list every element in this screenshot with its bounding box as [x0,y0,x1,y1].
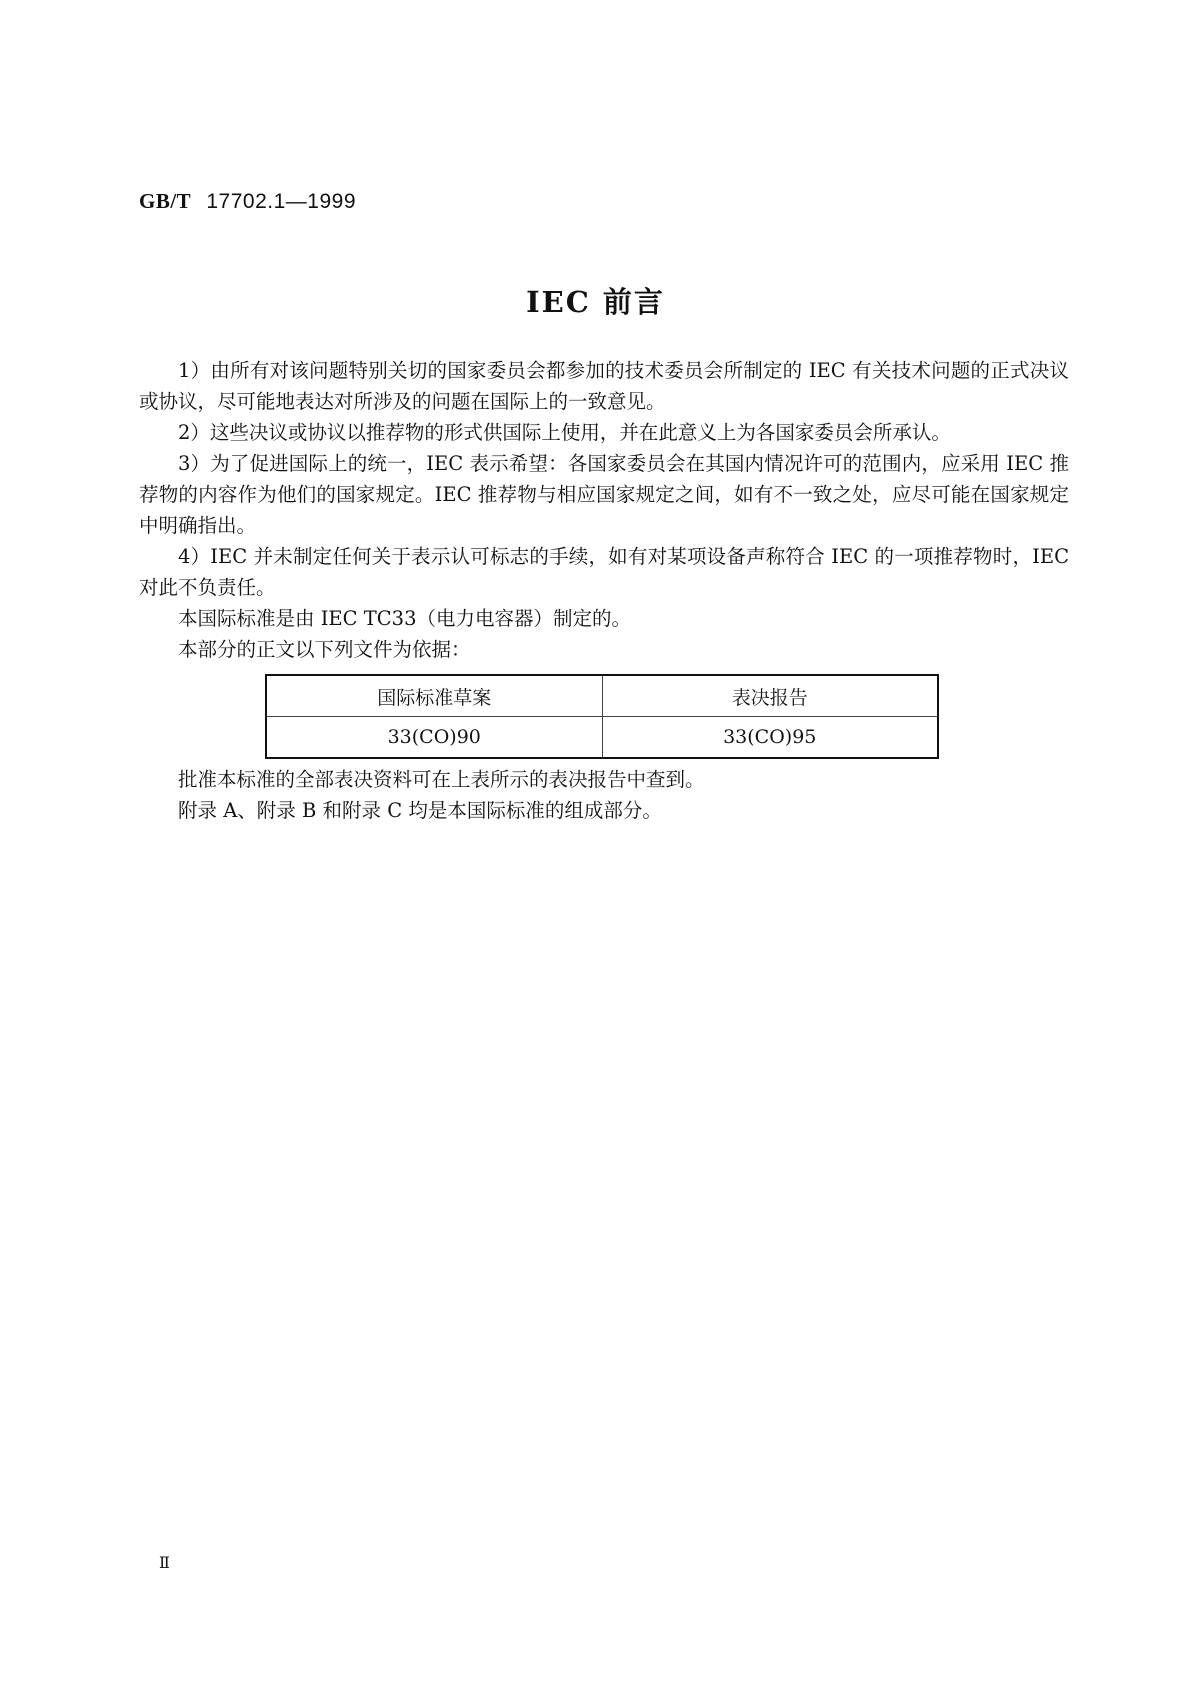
paragraph-4: 4）IEC 并未制定任何关于表示认可标志的手续，如有对某项设备声称符合 IEC 的一项推荐物时，IEC 对此不负责任。 [139,545,1069,599]
table-cell-fdis: 33(CO)90 [266,717,602,759]
table-row [266,717,938,759]
paragraph-2: 2）这些决议或协议以推荐物的形式供国际上使用，并在此意义上为各国家委员会所承认。 [178,421,951,444]
paragraph-5: 本国际标准是由 IEC TC33（电力电容器）制定的。 [178,607,631,630]
page-title: IEC 前言 [526,285,665,319]
after-table-body [139,764,1069,826]
foreword-body [139,355,1069,665]
standard-prefix: GB/T [139,189,192,213]
paragraph-3: 3）为了促进国际上的统一，IEC 表示希望：各国家委员会在其国内情况许可的范围内，应采用 IEC 推荐物的内容作为他们的国家规定。IEC 推荐物与相应国家规定之间，如有不一致之处，应尽可能在国家规定中明确指出。 [139,452,1069,537]
paragraph-approval-info: 批准本标准的全部表决资料可在上表所示的表决报告中查到。 [178,768,705,791]
paragraph-6: 本部分的正文以下列文件为依据： [178,638,471,661]
table-header-vote-report: 表决报告 [602,675,938,717]
table-cell-vote-report: 33(CO)95 [602,717,938,759]
standard-code [139,189,356,214]
paragraph-1: 1）由所有对该问题特别关切的国家委员会都参加的技术委员会所制定的 IEC 有关技术问题的正式决议或协议，尽可能地表达对所涉及的问题在国际上的一致意见。 [139,359,1069,413]
page-number: Ⅱ [159,1555,170,1572]
table-header-fdis: 国际标准草案 [266,675,602,717]
standard-number: 17702.1—1999 [206,190,357,213]
voting-documents-table [265,674,939,759]
table-header-row [266,675,938,717]
paragraph-annexes: 附录 A、附录 B 和附录 C 均是本国际标准的组成部分。 [178,799,662,822]
